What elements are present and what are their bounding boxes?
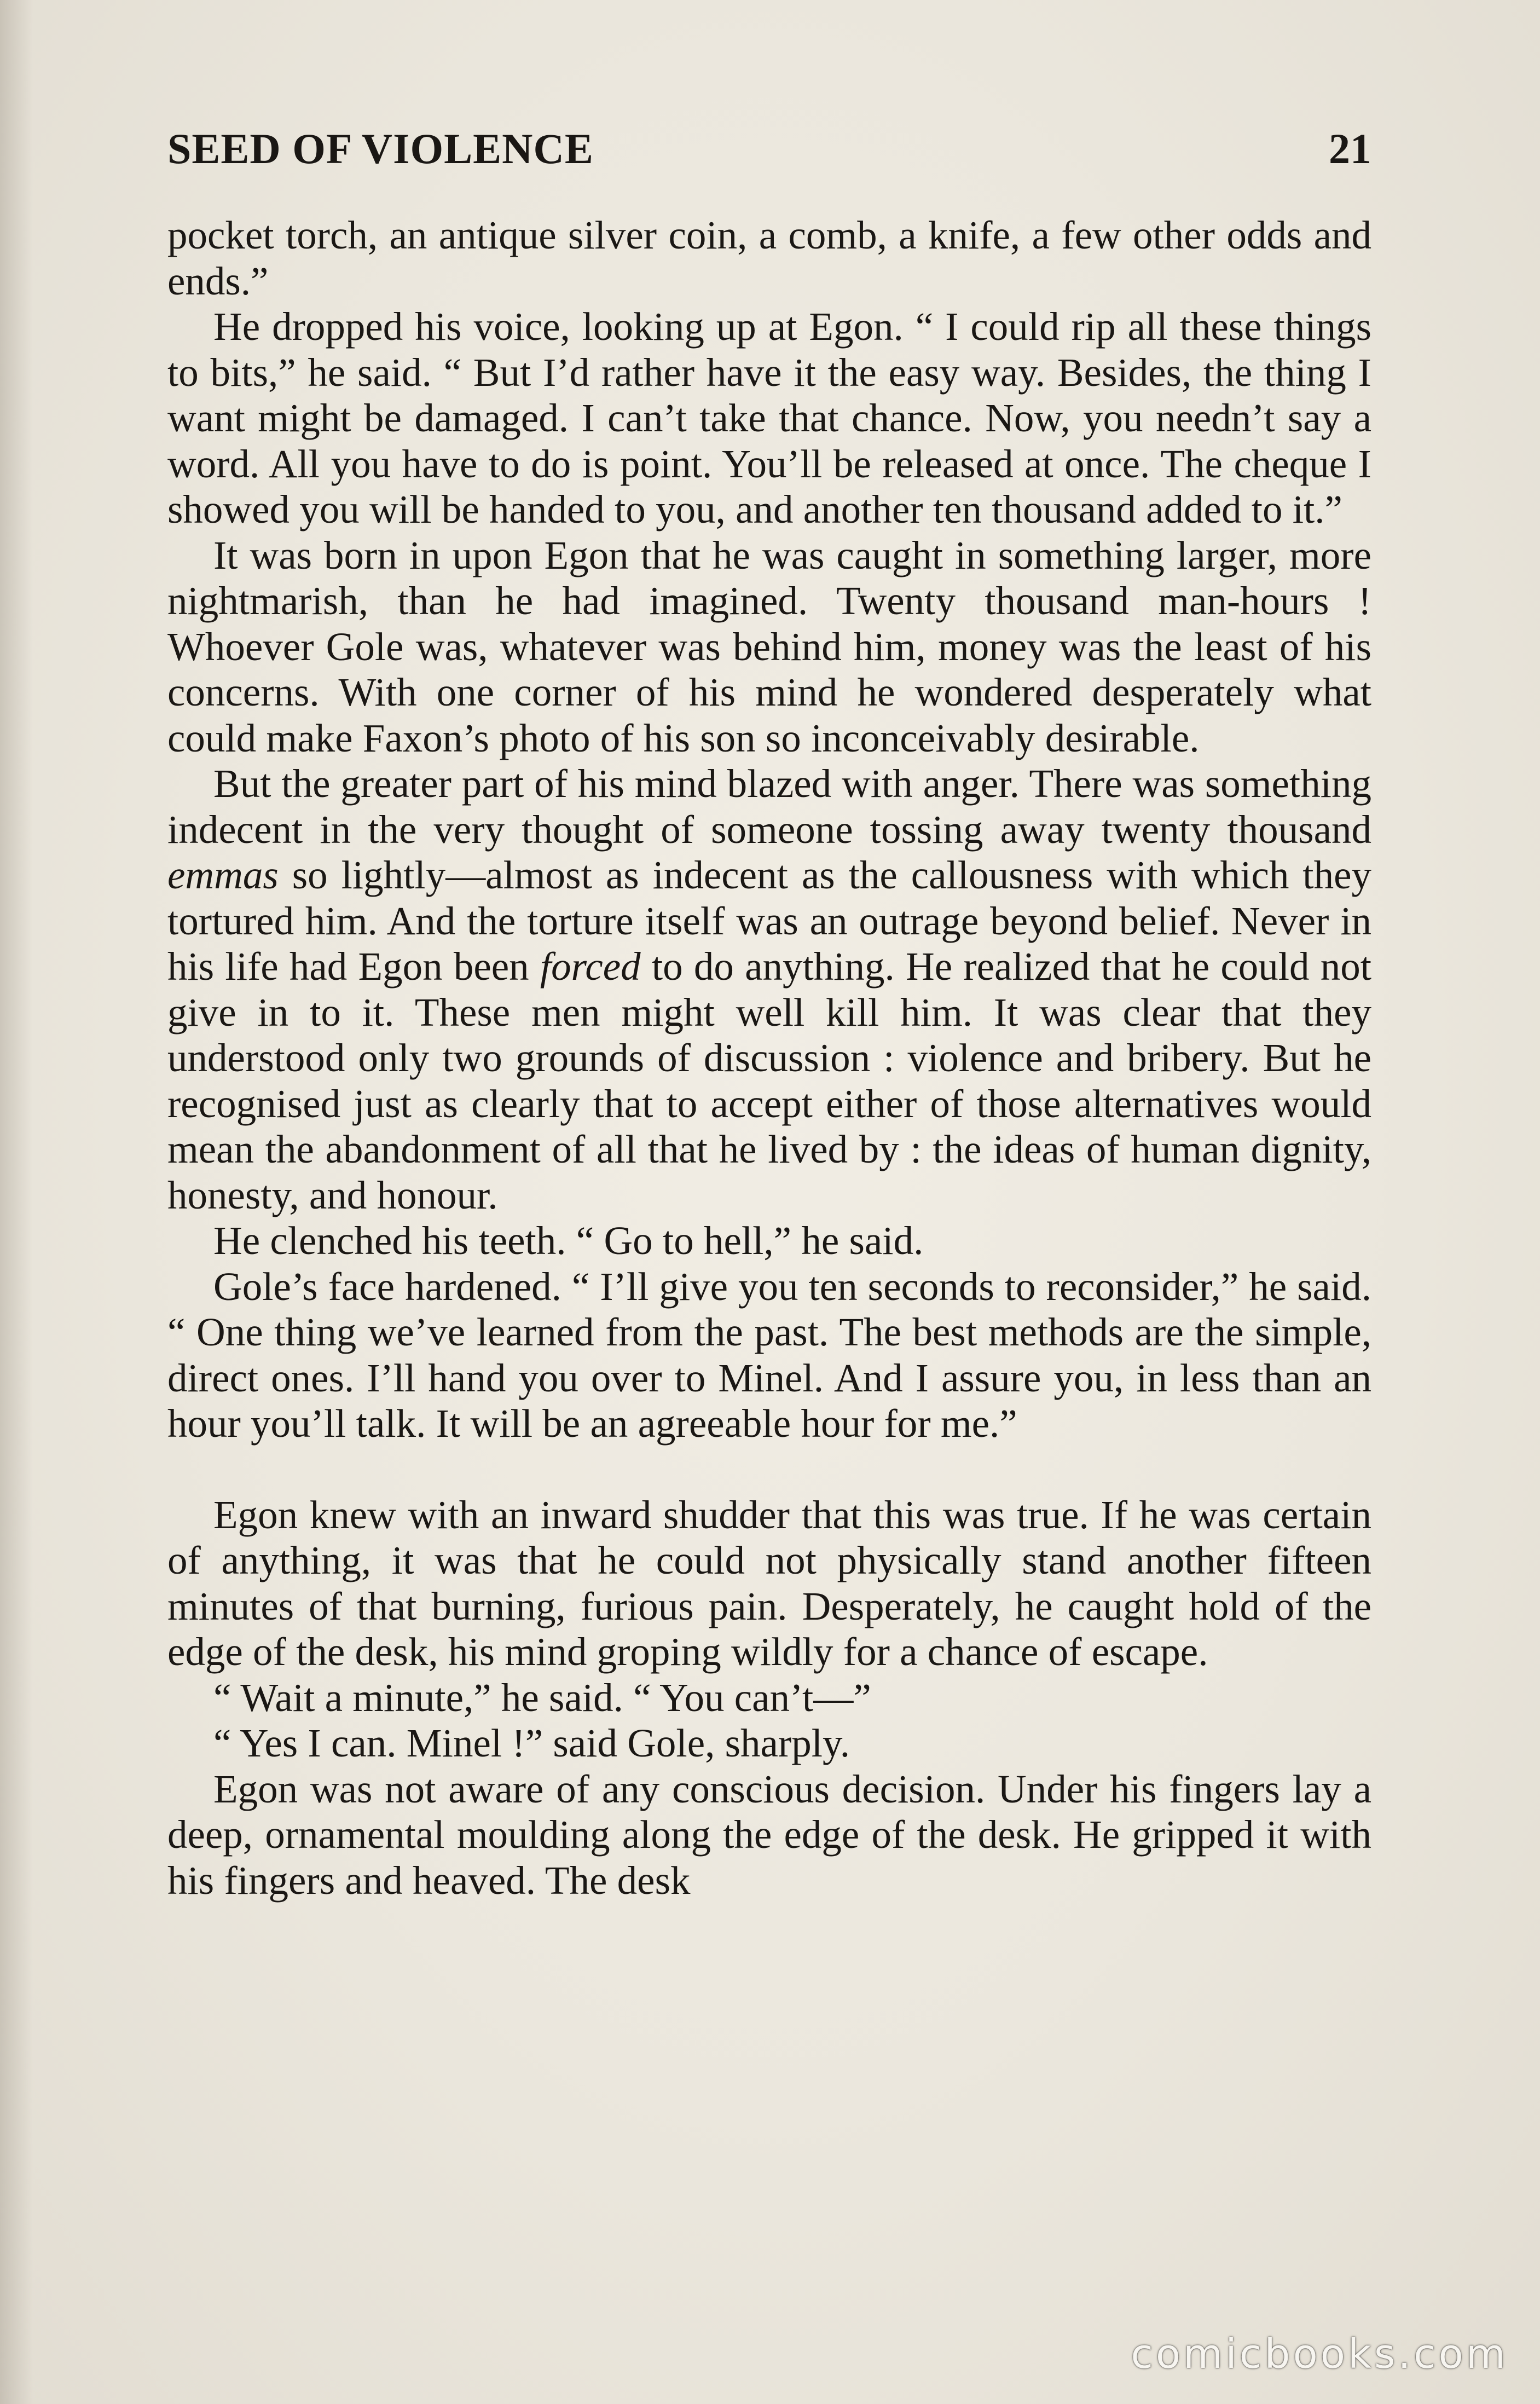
- paragraph-8: “ Wait a minute,” he said. “ You can’t—”: [213, 1675, 871, 1720]
- paragraph-5: He clenched his teeth. “ Go to hell,” he said.: [213, 1218, 924, 1263]
- emphasis-forced: forced: [540, 944, 641, 989]
- paragraph-4-text-c: to do anything. He realized that he could not give in to it. These men might well kill him. It was clear that they understood only two grounds of discussion : violence and bribery. But he recognised just as clearly that to accept either of those alternatives would mean the abandonment of all that he lived by : the ideas of human dignity, honesty, and honour.: [167, 944, 1372, 1217]
- paragraph-1: pocket torch, an antique silver coin, a comb, a knife, a few other odds and ends.”: [167, 213, 1371, 303]
- paragraph-6: Gole’s face hardened. “ I’ll give you ten seconds to reconsider,” he said. “ One thing we’ve learned from the past. The best methods are the simple, direct ones. I’ll hand you over to Minel. And I assure you, in less than an hour you’ll talk. It will be an agreeable hour for me.”: [167, 1264, 1371, 1446]
- emphasis-emmas: emmas: [167, 853, 279, 897]
- paragraph-4-text-b: so lightly—almost as indecent as the callousness with which they tortured him. And the torture itself was an outrage beyond belief. Never in his life had Egon been: [167, 853, 1371, 989]
- page-header: [167, 122, 1371, 176]
- paragraph-4: [167, 761, 1371, 1218]
- body-text: [167, 212, 1371, 1903]
- running-title: SEED OF VIOLENCE: [167, 125, 594, 172]
- paragraph-3: It was born in upon Egon that he was caught in something larger, more nightmarish, than he had imagined. Twenty thousand man-hours ! Whoever Gole was, whatever was behind him, money was the least of his concerns. With one corner of his mind he wondered desperately what could make Faxon’s photo of his son so inconceivably desirable.: [167, 533, 1371, 760]
- source-watermark: comicbooks.com: [1131, 2331, 1508, 2378]
- paragraph-10: Egon was not aware of any conscious decision. Under his fingers lay a deep, ornamental moulding along the edge of the desk. He gripped it with his fingers and heaved. The desk: [167, 1766, 1371, 1903]
- paragraph-2: He dropped his voice, looking up at Egon. “ I could rip all these things to bits,” he said. “ But I’d rather have it the easy way. Besides, the thing I want might be damaged. I can’t take that chance. Now, you needn’t say a word. All you have to do is point. You’ll be released at once. The cheque I showed you will be handed to you, and another ten thousand added to it.”: [167, 304, 1371, 531]
- paragraph-7: Egon knew with an inward shudder that this was true. If he was certain of anything, it was that he could not physically stand another fifteen minutes of that burning, furious pain. Desperately, he caught hold of the edge of the desk, his mind groping wildly for a chance of escape.: [167, 1492, 1371, 1674]
- page-number: 21: [1329, 125, 1371, 172]
- page-spine-shadow: [0, 0, 33, 2404]
- paragraph-4-text-a: But the greater part of his mind blazed with anger. There was something indecent in the very thought of someone tossing away twenty thousand: [167, 761, 1371, 852]
- paragraph-9: “ Yes I can. Minel !” said Gole, sharply.: [213, 1721, 850, 1765]
- section-break: [167, 1447, 1371, 1492]
